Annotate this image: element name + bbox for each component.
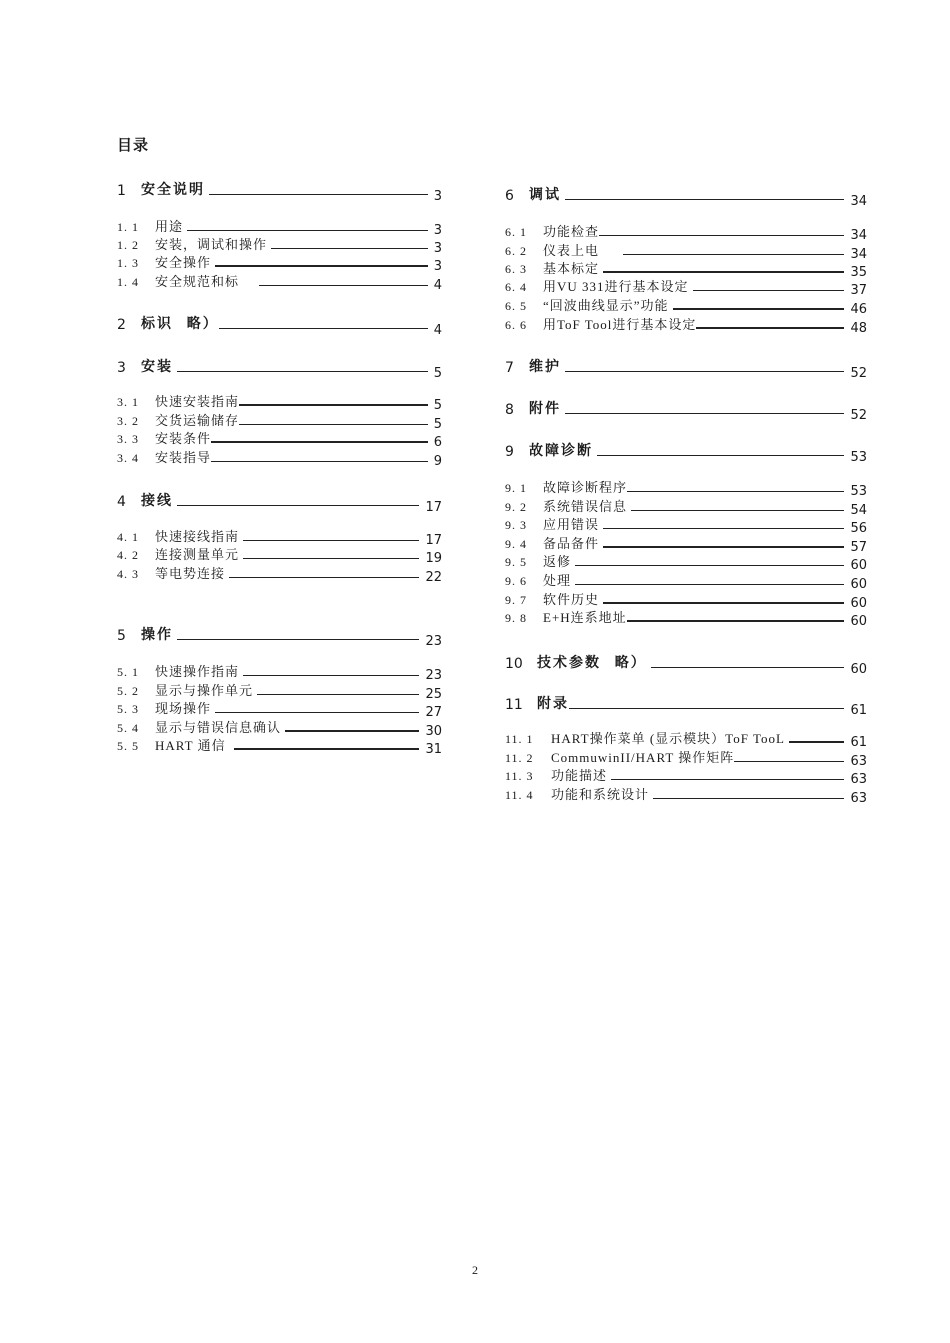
toc-chapter-entry[interactable] — [505, 650, 867, 677]
entry-page-number: 5 — [433, 366, 442, 381]
entry-title: 等电势连接 — [155, 566, 226, 581]
entry-page-number: 4 — [433, 278, 442, 293]
dot-leader — [734, 761, 844, 762]
toc-section-entry[interactable] — [117, 565, 442, 585]
entry-number: 4. 3 — [117, 567, 139, 581]
dot-leader — [599, 235, 844, 236]
entry-number: 3. 3 — [117, 432, 139, 446]
entry-number: 5. 3 — [117, 702, 139, 716]
entry-page-number: 19 — [425, 551, 442, 566]
dot-leader — [215, 265, 428, 267]
entry-page-number: 60 — [850, 558, 867, 573]
entry-number: 6. 1 — [505, 225, 527, 239]
entry-page-number: 25 — [425, 687, 442, 702]
toc-section-entry[interactable] — [505, 479, 867, 499]
toc-section-entry[interactable] — [505, 553, 867, 573]
entry-number: 9. 4 — [505, 537, 527, 551]
entry-title: 安全规范和标 — [155, 274, 240, 289]
dot-leader — [611, 779, 844, 780]
entry-number: 10 — [505, 656, 523, 672]
toc-section-entry[interactable] — [117, 663, 442, 683]
entry-title: 现场操作 — [155, 701, 212, 716]
dot-leader — [696, 327, 844, 329]
dot-leader — [177, 371, 428, 372]
toc-chapter-entry[interactable] — [117, 177, 442, 204]
toc-section-entry[interactable] — [505, 242, 867, 262]
dot-leader — [627, 491, 844, 492]
entry-title: 应用错误 — [543, 517, 600, 532]
entry-page-number: 57 — [850, 540, 867, 555]
entry-title: 故障诊断 — [529, 443, 593, 459]
entry-number: 5. 2 — [117, 684, 139, 698]
entry-title: 功能和系统设计 — [551, 787, 650, 802]
toc-chapter-entry[interactable] — [117, 311, 442, 338]
toc-section-entry[interactable] — [505, 749, 867, 769]
entry-number: 1 — [117, 183, 126, 199]
entry-number: 1. 3 — [117, 256, 139, 270]
dot-leader — [187, 230, 428, 231]
entry-number: 5. 5 — [117, 739, 139, 753]
entry-number: 2 — [117, 317, 126, 333]
toc-section-entry[interactable] — [117, 528, 442, 548]
toc-chapter-entry[interactable] — [505, 182, 867, 209]
toc-section-entry[interactable] — [117, 254, 442, 274]
dot-leader — [789, 741, 845, 743]
toc-section-entry[interactable] — [117, 393, 442, 413]
dot-leader — [603, 528, 844, 529]
entry-page-number: 4 — [433, 323, 442, 338]
entry-title: 附件 — [529, 401, 561, 417]
entry-page-number: 23 — [425, 668, 442, 683]
entry-title: E+H连系地址 — [543, 610, 627, 625]
entry-number: 5. 4 — [117, 721, 139, 735]
dot-leader — [211, 461, 428, 462]
entry-title: 处理 — [543, 573, 572, 588]
entry-title: 安全说明 — [141, 182, 205, 198]
entry-title: 快速安装指南 — [155, 394, 240, 409]
entry-number: 9. 5 — [505, 555, 527, 569]
dot-leader — [243, 675, 419, 676]
toc-section-entry[interactable] — [505, 572, 867, 592]
entry-title: 用ToF Tool进行基本设定 — [543, 317, 697, 332]
dot-leader — [243, 540, 419, 541]
entry-page-number: 17 — [425, 500, 442, 515]
entry-title: 仪表上电 — [543, 243, 600, 258]
entry-title: 功能检查 — [543, 224, 600, 239]
toc-section-entry[interactable] — [117, 737, 442, 757]
entry-title: 交货运输储存 — [155, 413, 240, 428]
dot-leader — [575, 584, 844, 585]
entry-page-number: 37 — [850, 283, 867, 298]
entry-page-number: 52 — [850, 366, 867, 381]
toc-section-entry[interactable] — [117, 236, 442, 256]
entry-page-number: 52 — [850, 408, 867, 423]
entry-number: 11. 4 — [505, 788, 534, 802]
entry-page-number: 35 — [850, 265, 867, 280]
entry-number: 3. 1 — [117, 395, 139, 409]
entry-page-number: 31 — [425, 742, 442, 757]
toc-section-entry[interactable] — [117, 273, 442, 293]
entry-number: 11. 2 — [505, 751, 534, 765]
entry-number: 4. 1 — [117, 530, 139, 544]
entry-title: 安装 — [141, 359, 173, 375]
entry-number: 3. 4 — [117, 451, 139, 465]
entry-title: 显示与错误信息确认 — [155, 720, 282, 735]
entry-title: 快速操作指南 — [155, 664, 240, 679]
entry-page-number: 22 — [425, 570, 442, 585]
entry-number: 6 — [505, 188, 514, 204]
entry-page-number: 60 — [850, 662, 867, 677]
entry-page-number: 6 — [433, 435, 442, 450]
entry-title: 返修 — [543, 554, 572, 569]
toc-chapter-entry[interactable] — [505, 691, 867, 718]
entry-number: 11 — [505, 697, 523, 713]
entry-title: 维护 — [529, 359, 561, 375]
entry-title: HART 通信 — [155, 738, 226, 753]
entry-page-number: 27 — [425, 705, 442, 720]
entry-title: 显示与操作单元 — [155, 683, 254, 698]
entry-number: 1. 2 — [117, 238, 139, 252]
dot-leader — [243, 558, 419, 559]
entry-page-number: 48 — [850, 321, 867, 336]
entry-title: CommuwinII/HART 操作矩阵 — [551, 750, 735, 765]
entry-number: 6. 4 — [505, 280, 527, 294]
dot-leader — [597, 455, 844, 456]
toc-chapter-entry[interactable] — [117, 354, 442, 381]
toc-section-entry[interactable] — [505, 535, 867, 555]
entry-number: 7 — [505, 360, 514, 376]
entry-number: 9. 6 — [505, 574, 527, 588]
entry-page-number: 30 — [425, 724, 442, 739]
entry-title: 安装，调试和操作 — [155, 237, 268, 252]
entry-title: 标识 略） — [141, 316, 219, 332]
entry-page-number: 53 — [850, 484, 867, 499]
entry-number: 8 — [505, 402, 514, 418]
entry-title: 快速接线指南 — [155, 529, 240, 544]
entry-title: 安装条件 — [155, 431, 212, 446]
entry-number: 5. 1 — [117, 665, 139, 679]
entry-page-number: 61 — [850, 703, 867, 718]
entry-number: 6. 3 — [505, 262, 527, 276]
entry-title: 调试 — [529, 187, 561, 203]
dot-leader — [565, 371, 844, 372]
entry-title: 连接测量单元 — [155, 547, 240, 562]
entry-page-number: 60 — [850, 596, 867, 611]
entry-title: 系统错误信息 — [543, 499, 628, 514]
entry-page-number: 34 — [850, 228, 867, 243]
entry-number: 1. 1 — [117, 220, 139, 234]
entry-page-number: 60 — [850, 577, 867, 592]
dot-leader — [627, 620, 845, 622]
dot-leader — [215, 712, 419, 713]
toc-section-entry[interactable] — [505, 297, 867, 317]
toc-section-entry[interactable] — [505, 786, 867, 806]
entry-title: 基本标定 — [543, 261, 600, 276]
dot-leader — [271, 248, 428, 249]
dot-leader — [651, 667, 845, 668]
entry-number: 6. 5 — [505, 299, 527, 313]
toc-section-entry[interactable] — [117, 546, 442, 566]
dot-leader — [569, 708, 844, 709]
toc-chapter-entry[interactable] — [505, 396, 867, 423]
entry-page-number: 5 — [433, 417, 442, 432]
dot-leader — [285, 730, 419, 732]
toc-section-entry[interactable] — [117, 700, 442, 720]
entry-page-number: 34 — [850, 194, 867, 209]
entry-page-number: 54 — [850, 503, 867, 518]
entry-page-number: 3 — [433, 189, 442, 204]
dot-leader — [603, 546, 844, 548]
dot-leader — [209, 194, 428, 195]
dot-leader — [177, 639, 419, 640]
entry-page-number: 3 — [433, 223, 442, 238]
entry-number: 4. 2 — [117, 548, 139, 562]
entry-page-number: 3 — [433, 259, 442, 274]
entry-number: 9. 2 — [505, 500, 527, 514]
entry-title: 安全操作 — [155, 255, 212, 270]
entry-page-number: 23 — [425, 634, 442, 649]
entry-title: 用途 — [155, 219, 184, 234]
dot-leader — [234, 748, 420, 750]
toc-section-entry[interactable] — [505, 767, 867, 787]
entry-title: 软件历史 — [543, 592, 600, 607]
entry-title: “回波曲线显示”功能 — [543, 298, 669, 313]
entry-number: 9. 7 — [505, 593, 527, 607]
entry-page-number: 60 — [850, 614, 867, 629]
dot-leader — [177, 505, 419, 506]
entry-number: 5 — [117, 628, 126, 644]
entry-page-number: 46 — [850, 302, 867, 317]
entry-page-number: 63 — [850, 754, 867, 769]
entry-title: 故障诊断程序 — [543, 480, 628, 495]
toc-section-entry[interactable] — [117, 449, 442, 469]
entry-title: HART操作菜单 (显示模块）ToF TooL — [551, 731, 785, 746]
entry-page-number: 34 — [850, 247, 867, 262]
toc-chapter-entry[interactable] — [505, 438, 867, 465]
toc-section-entry[interactable] — [505, 591, 867, 611]
entry-number: 11. 1 — [505, 732, 534, 746]
entry-number: 3 — [117, 360, 126, 376]
page-title: 目录 — [117, 136, 150, 154]
toc-section-entry[interactable] — [117, 682, 442, 702]
entry-page-number: 17 — [425, 533, 442, 548]
toc-section-entry[interactable] — [117, 218, 442, 238]
toc-section-entry[interactable] — [117, 412, 442, 432]
entry-page-number: 53 — [850, 450, 867, 465]
entry-number: 1. 4 — [117, 275, 139, 289]
entry-number: 6. 2 — [505, 244, 527, 258]
dot-leader — [565, 413, 844, 414]
entry-page-number: 9 — [433, 454, 442, 469]
toc-section-entry[interactable] — [505, 730, 867, 750]
dot-leader — [259, 285, 428, 286]
toc-section-entry[interactable] — [505, 316, 867, 336]
entry-title: 技术参数 略） — [537, 655, 647, 671]
entry-title: 备品备件 — [543, 536, 600, 551]
toc-chapter-entry[interactable] — [505, 354, 867, 381]
entry-number: 3. 2 — [117, 414, 139, 428]
dot-leader — [693, 290, 845, 291]
entry-title: 安装指导 — [155, 450, 212, 465]
toc-chapter-entry[interactable] — [117, 622, 442, 649]
toc-section-entry[interactable] — [117, 430, 442, 450]
entry-number: 9. 8 — [505, 611, 527, 625]
entry-title: 功能描述 — [551, 768, 608, 783]
toc-section-entry[interactable] — [117, 719, 442, 739]
dot-leader — [673, 308, 845, 310]
dot-leader — [623, 254, 844, 255]
entry-page-number: 63 — [850, 791, 867, 806]
entry-number: 6. 6 — [505, 318, 527, 332]
dot-leader — [239, 404, 428, 406]
dot-leader — [603, 271, 844, 273]
entry-title: 用VU 331进行基本设定 — [543, 279, 689, 294]
entry-number: 11. 3 — [505, 769, 534, 783]
dot-leader — [575, 565, 844, 566]
toc-section-entry[interactable] — [505, 278, 867, 298]
entry-number: 4 — [117, 494, 126, 510]
dot-leader — [631, 510, 844, 511]
dot-leader — [211, 441, 428, 443]
dot-leader — [219, 328, 428, 329]
toc-section-entry[interactable] — [505, 223, 867, 243]
dot-leader — [229, 577, 419, 578]
entry-number: 9. 3 — [505, 518, 527, 532]
entry-page-number: 63 — [850, 772, 867, 787]
entry-title: 附录 — [537, 696, 569, 712]
dot-leader — [239, 424, 428, 425]
toc-section-entry[interactable] — [505, 260, 867, 280]
dot-leader — [653, 798, 844, 799]
entry-number: 9 — [505, 444, 514, 460]
toc-section-entry[interactable] — [505, 516, 867, 536]
entry-title: 操作 — [141, 627, 173, 643]
toc-section-entry[interactable] — [505, 498, 867, 518]
entry-page-number: 3 — [433, 241, 442, 256]
entry-page-number: 61 — [850, 735, 867, 750]
dot-leader — [603, 602, 844, 604]
toc-chapter-entry[interactable] — [117, 488, 442, 515]
entry-page-number: 5 — [433, 398, 442, 413]
entry-page-number: 56 — [850, 521, 867, 536]
dot-leader — [565, 199, 844, 200]
dot-leader — [257, 694, 419, 695]
entry-number: 9. 1 — [505, 481, 527, 495]
entry-title: 接线 — [141, 493, 173, 509]
footer-page-number: 2 — [472, 1263, 478, 1277]
toc-section-entry[interactable] — [505, 609, 867, 629]
